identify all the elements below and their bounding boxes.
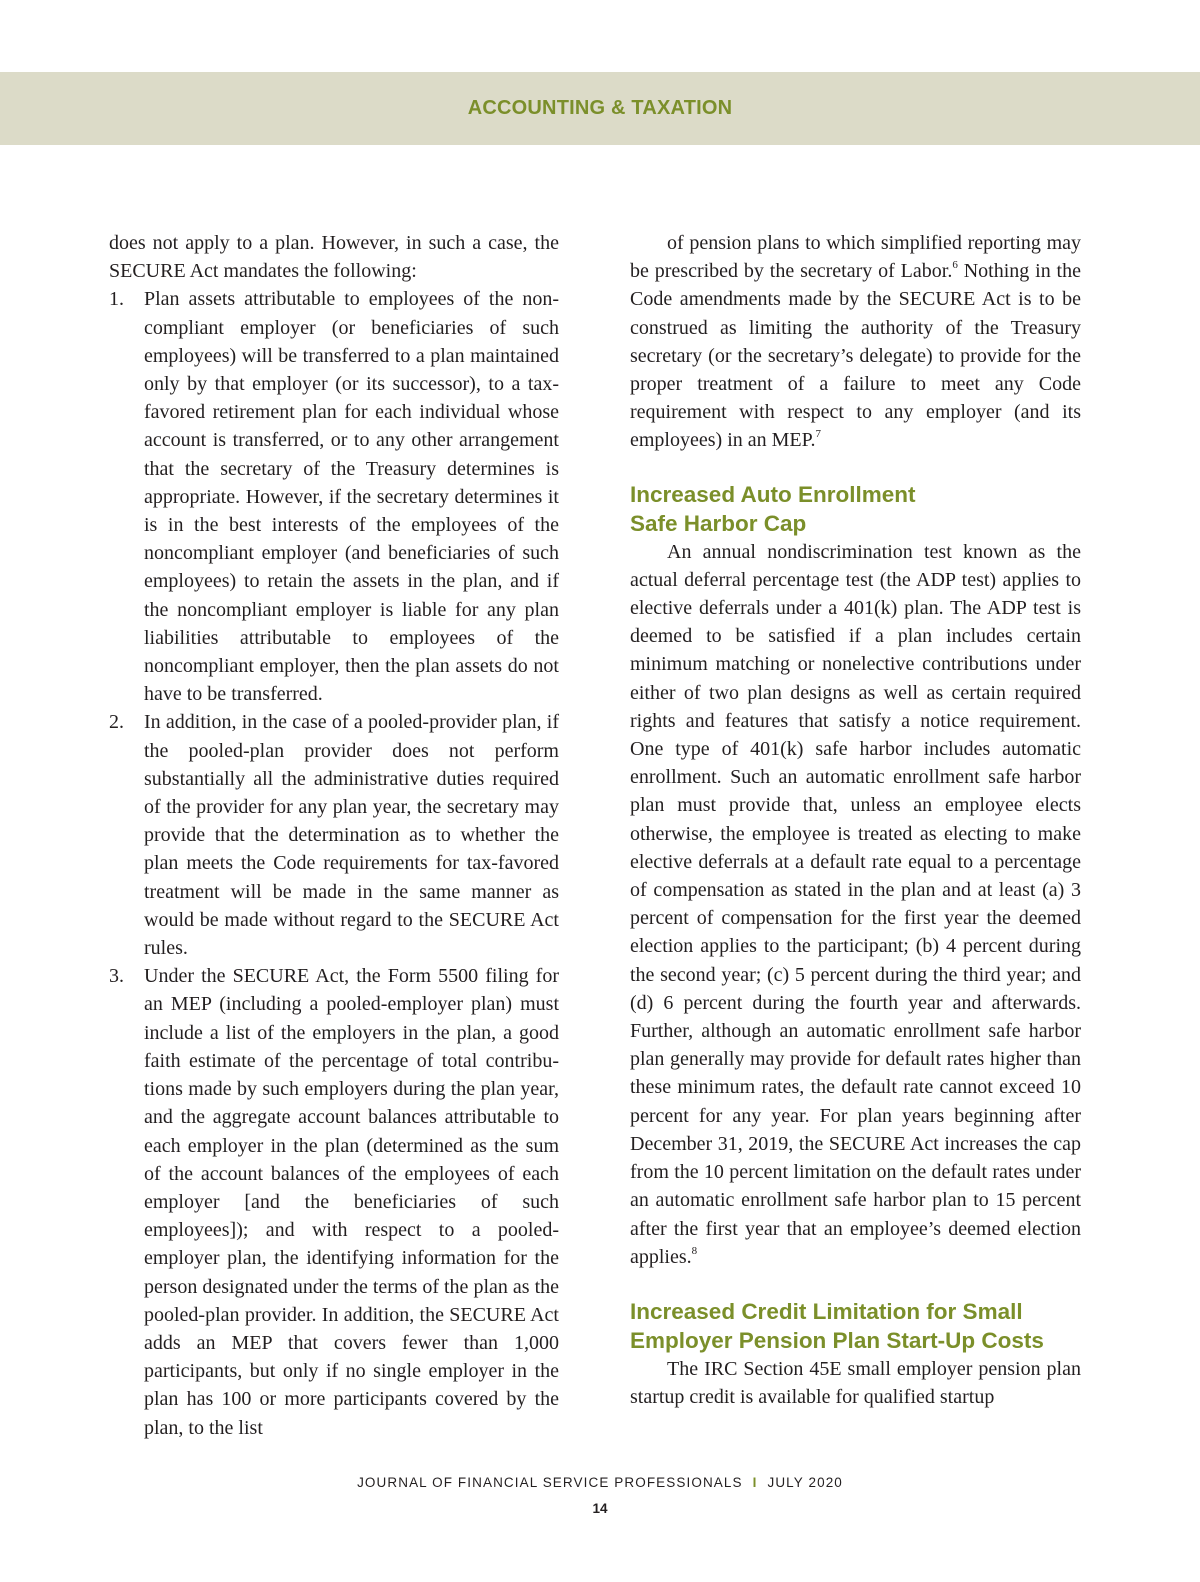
- footnote-ref-6: 6: [952, 259, 958, 272]
- section-label: ACCOUNTING & TAXATION: [467, 97, 733, 119]
- heading-credit-limitation: [630, 1297, 1081, 1355]
- heading-auto-enrollment: [630, 480, 1081, 538]
- page-number: 14: [592, 1501, 608, 1516]
- heading-credit-line-2: Employer Pension Plan Start-Up Costs: [630, 1327, 1044, 1353]
- heading-credit-line-1: Increased Credit Limitation for Small: [630, 1298, 1023, 1324]
- journal-title: JOURNAL OF FINANCIAL SERVICE PROFESSIONALS: [357, 1475, 743, 1490]
- continuation-text-b: Nothing in the Code amendments made by the SECURE Act is to be construed as limiting the authority of the Treasury secretary (or the secretary’s delegate) to provide for the proper treatment of a failure to meet any Code requirement with respect to any employer (and its employees) in an MEP.: [630, 260, 1081, 452]
- list-item-number: 2.: [109, 711, 124, 734]
- list-item-text: Plan assets attributable to employees of the noncompliant employer (or beneficiaries of such employees) will be transferred to a plan maintained only by that employer (or its successor), to a tax-favored retirement plan for each individual whose account is transferred, or to any other arrangement that the secretary of the Treasury determines is appropriate. However, if the secretary determines it is in the best interests of the employees of the noncompliant employer (and beneficiaries of such employees) to retain the assets in the plan, and if the noncompliant employer is liable for any plan liabilities attributable to employees of the noncompliant employer, then the plan assets do not have to be transferred.: [144, 288, 559, 706]
- footnote-ref-8: 8: [691, 1244, 698, 1257]
- auto-enrollment-paragraph: [630, 538, 1081, 1271]
- left-column: [109, 229, 559, 1442]
- list-item-text: Under the SECURE Act, the Form 5500 filing for an MEP (including a pooled-employer plan) must include a list of the employers in the plan, a good faith estimate of the percentage of total contributions made by such employers during the plan year, and the aggregate account balances attributable to each employer in the plan (determined as the sum of the account balances of the employees of each employer [and the beneficiaries of such employees]); and with respect to a pooled-employer plan, the identifying information for the person designated under the terms of the plan as the pooled-plan provider. In addition, the SECURE Act adds an MEP that covers fewer than 1,000 participants, but only if no single employer in the plan has 100 or more participants covered by the plan, to the list: [144, 965, 559, 1439]
- continuation-paragraph: [630, 229, 1081, 455]
- credit-paragraph: The IRC Section 45E small employer pension plan startup credit is available for qualified startup: [630, 1357, 1081, 1409]
- list-item-number: 3.: [109, 965, 124, 988]
- heading-auto-line-1: Increased Auto Enrollment: [630, 481, 916, 507]
- left-intro-paragraph: does not apply to a plan. However, in such a case, the SECURE Act mandates the following:: [109, 232, 559, 283]
- list-item: [109, 962, 559, 1441]
- list-item-number: 1.: [109, 288, 124, 311]
- right-column: [630, 229, 1081, 1411]
- continuation-text-a: of pension plans to which simplified reporting may be prescribed by the secretary of Labor.: [630, 232, 1081, 283]
- issue-date: JULY 2020: [767, 1475, 843, 1490]
- footer: [0, 1475, 1200, 1490]
- heading-auto-line-2: Safe Harbor Cap: [630, 510, 807, 536]
- footer-separator: I: [752, 1475, 758, 1490]
- list-item: [109, 285, 559, 708]
- footnote-ref-7: 7: [815, 428, 822, 441]
- auto-enrollment-text: An annual nondiscrimination test known as the actual deferral percentage test (the ADP test) applies to elective deferrals under a 401(k) plan. The ADP test is deemed to be satisfied if a plan includes certain minimum matching or nonelective contributions under either of two plan designs as well as certain required rights and features that satisfy a notice requirement. One type of 401(k) safe harbor includes automatic enrollment. Such an automatic enrollment safe harbor plan must provide that, unless an employee elects otherwise, the employee is treated as electing to make elective deferrals at a default rate equal to a percentage of compensation as stated in the plan and at least (a) 3 percent of compensation for the first year the deemed election applies to the participant; (b) 4 percent during the second year; (c) 5 percent during the third year; and (d) 6 percent during the fourth year and afterwards. Further, although an automatic enrollment safe harbor plan generally may provide for default rates higher than these minimum rates, the default rate cannot exceed 10 percent for any year. For plan years beginning after December 31, 2019, the SECURE Act increases the cap from the 10 percent limitation on the default rates under an automatic enrollment safe harbor plan to 15 percent after the first year that an employee’s deemed election applies.: [630, 540, 1081, 1268]
- list-item-text: In addition, in the case of a pooled-provider plan, if the pooled-plan provider does not perform substantially all the administrative duties required of the provider for any plan year, the secretary may provide that the determination as to whether the plan meets the Code requirements for tax-favored treatment will be made in the same manner as would be made without regard to the SECURE Act rules.: [144, 711, 559, 960]
- numbered-list: [109, 285, 559, 1441]
- list-item: [109, 708, 559, 962]
